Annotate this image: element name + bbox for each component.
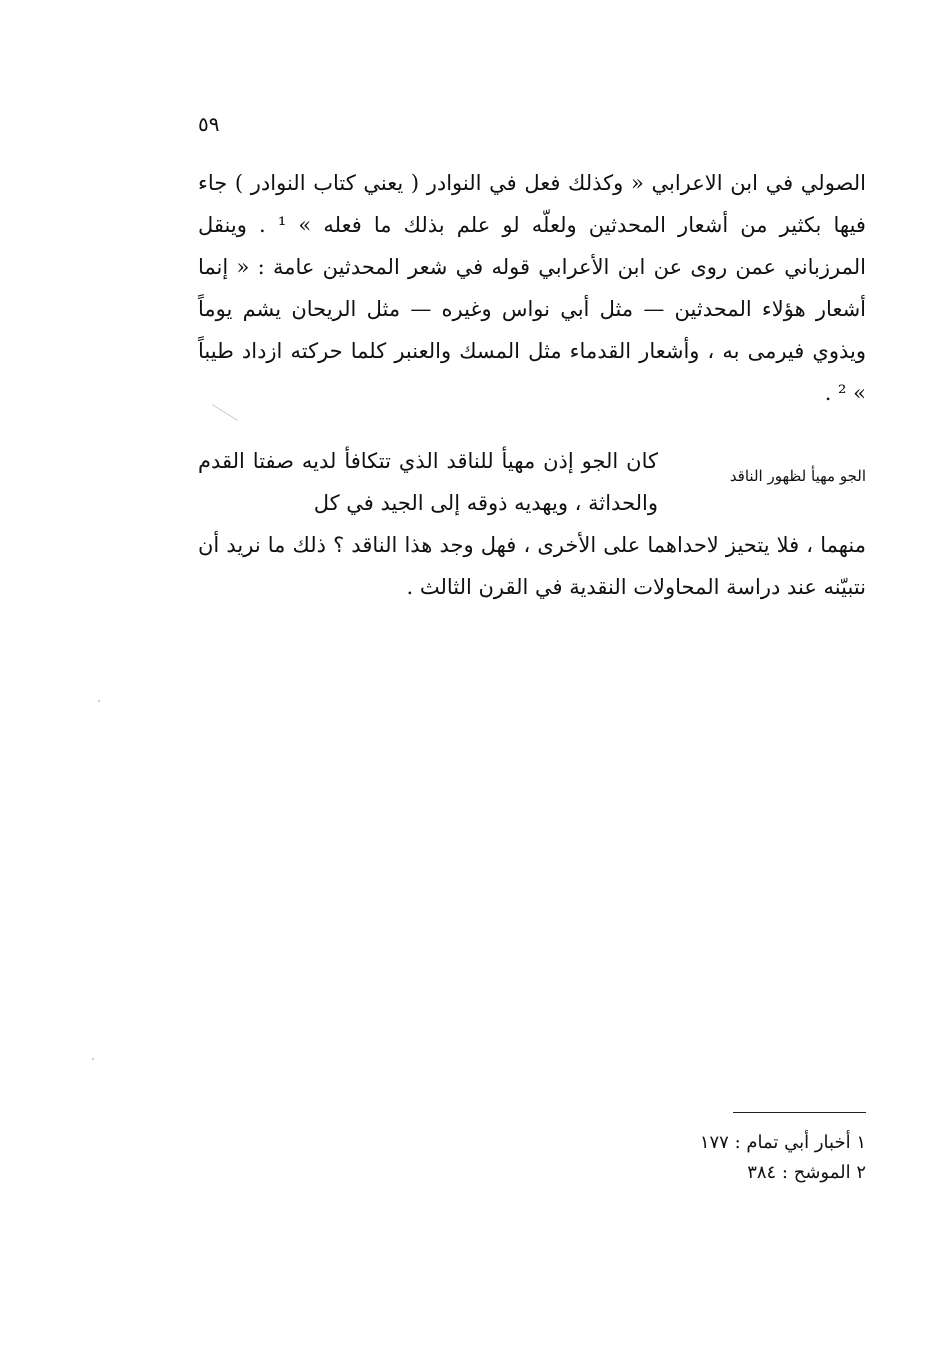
page-number: ٥٩ [198, 112, 220, 136]
body-paragraph-1: الصولي في ابن الاعرابي « وكذلك فعل في النوادر ( يعني كتاب النوادر ) جاء فيها بكثير من أشعار المحدثين ولعلّه لو علم بذلك ما فعله » ¹ . وينقل المرزباني عمن روى عن ابن الأعرابي قوله في شعر المحدثين عامة : « إنما أشعار هؤلاء المحدثين — مثل أبي نواس وغيره — مثل الريحان يشم يوماً ويذوي فيرمى به ، وأشعار القدماء مثل المسك والعنبر كلما حركته ازداد طيباً » ² . [198, 171, 866, 405]
footnotes [560, 1128, 866, 1188]
scan-speck [92, 1058, 94, 1060]
scan-speck [98, 700, 100, 702]
body-paragraph-2-opening: كان الجو إذن مهيأ للناقد الذي تتكافأ لديه صفتا القدم والحداثة ، ويهديه ذوقه إلى الجيد في كل [198, 449, 658, 515]
margin-note: الجو مهيأ لظهور الناقد [729, 467, 866, 485]
body-paragraph-2-continuation: منهما ، فلا يتحيز لاحداهما على الأخرى ، فهل وجد هذا الناقد ؟ ذلك ما نريد أن نتبيّنه عند دراسة المحاولات النقدية في القرن الثالث . [198, 533, 866, 599]
footnote-1: ١ أخبار أبي تمام : ١٧٧ [699, 1132, 866, 1153]
footnote-2: ٢ الموشح : ٣٨٤ [747, 1162, 866, 1183]
footnote-divider [733, 1112, 866, 1113]
